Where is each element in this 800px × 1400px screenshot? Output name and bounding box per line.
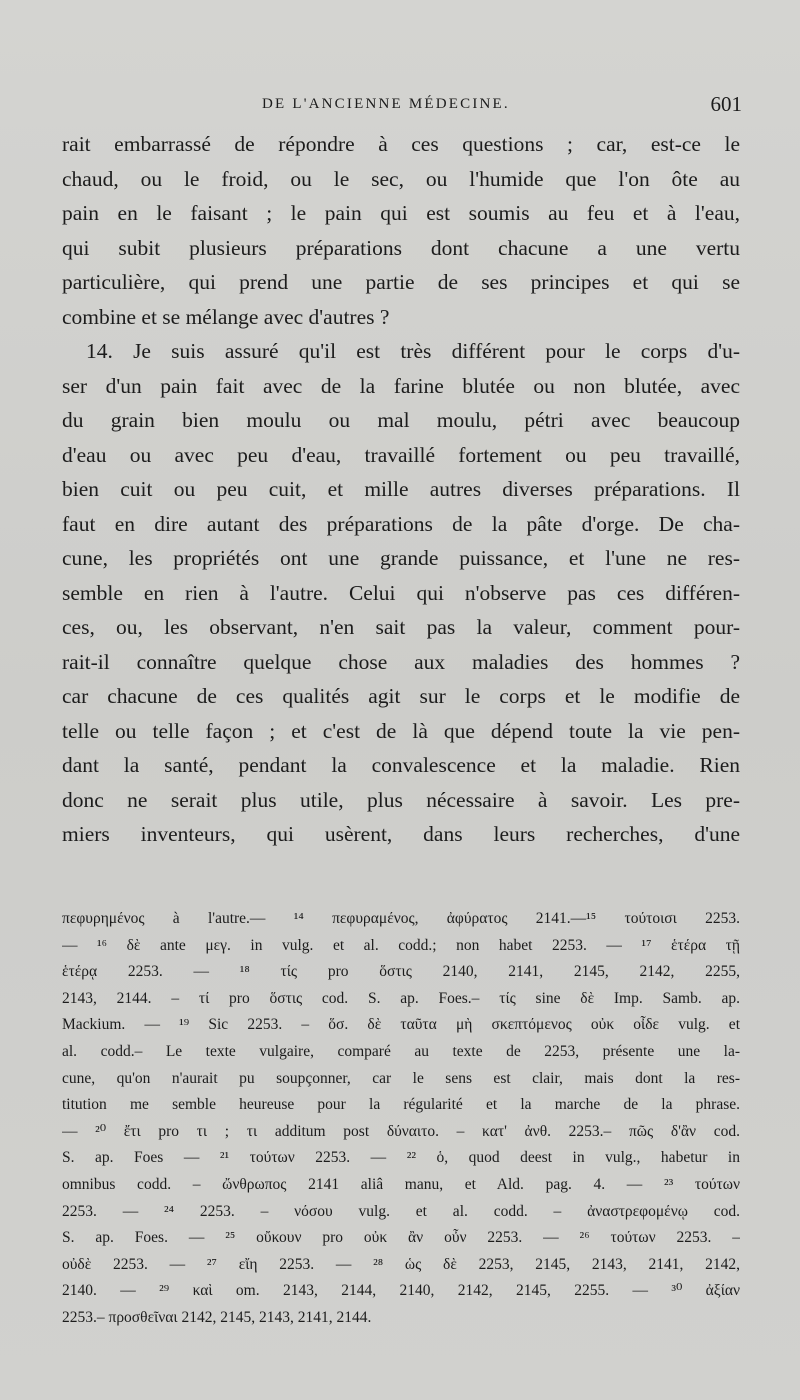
footnote-line: 2140. — ²⁹ καὶ om. 2143, 2144, 2140, 2142, 2145, 2255. — ³⁰ ἀξίαν [62,1282,740,1300]
text-line: particulière, qui prend une partie de ses principes et qui se [62,270,740,294]
text-line: dant la santé, pendant la convalescence et la maladie. Rien [62,753,740,777]
text-line: ces, ou, les observant, n'en sait pas la valeur, comment pour- [62,615,740,639]
text-line: semble en rien à l'autre. Celui qui n'observe pas ces différen- [62,580,740,605]
text-line: pain en le faisant ; le pain qui est soumis au feu et à l'eau, [62,201,740,225]
footnote-line: 2253. — ²⁴ 2253. – νόσου vulg. et al. codd. – ἀναστρεφομένῳ cod. [62,1202,740,1220]
text-line: 14. Je suis assuré qu'il est très différent pour le corps d'u- [86,339,740,363]
text-line: rait-il connaître quelque chose aux maladies des hommes ? [62,649,740,674]
text-line: qui subit plusieurs préparations dont chacune a une vertu [62,235,740,260]
text-line: combine et se mélange avec d'autres ? [62,304,390,329]
footnote-line: 2143, 2144. – τί pro ὅστις cod. S. ap. Foes.– τίς sine δὲ Imp. Samb. ap. [62,989,740,1007]
footnote-line: S. ap. Foes — ²¹ τούτων 2253. — ²² ὁ, quod deest in vulg., habetur in [62,1149,740,1167]
text-line: ser d'un pain fait avec de la farine blutée ou non blutée, avec [62,373,740,398]
text-line: car chacune de ces qualités agit sur le corps et le modifie de [62,684,740,708]
running-title: DE L'ANCIENNE MÉDECINE. [262,96,510,112]
footnote-line: titution me semble heureuse pour la régularité et la marche de la phrase. [62,1096,740,1114]
footnote-line: πεφυρημένος à l'autre.— ¹⁴ πεφυραμένος, ἀφύρατος 2141.—¹⁵ τούτοισι 2253. [62,910,740,927]
text-line: bien cuit ou peu cuit, et mille autres diverses préparations. Il [62,477,740,501]
page-header [62,92,742,124]
text-line: chaud, ou le froid, ou le sec, ou l'humide que l'on ôte au [62,166,740,191]
footnote-line: οὐδὲ 2253. — ²⁷ εἴη 2253. — ²⁸ ὡς δὲ 2253, 2145, 2143, 2141, 2142, [62,1255,740,1273]
text-line: d'eau ou avec peu d'eau, travaillé fortement ou peu travaillé, [62,442,740,467]
footnote-line: S. ap. Foes. — ²⁵ οὔκουν pro οὐκ ἂν οὖν 2253. — ²⁶ τούτων 2253. – [62,1229,740,1247]
footnotes [62,906,740,1332]
text-line: miers inventeurs, qui usèrent, dans leurs recherches, d'une [62,822,740,846]
footnote-line: — ²⁰ ἔτι pro τι ; τι additum post δύναιτο. – κατ' ἀνθ. 2253.– πῶς δ'ἂν cod. [62,1122,740,1140]
text-line: cune, les propriétés ont une grande puissance, et l'une ne res- [62,546,740,570]
footnote-line: 2253.– προσθεῖναι 2142, 2145, 2143, 2141, 2144. [62,1308,372,1326]
main-text [62,127,740,852]
text-line: donc ne serait plus utile, plus nécessaire à savoir. Les pre- [62,787,740,812]
footnote-line: ἑτέρᾳ 2253. — ¹⁸ τίς pro ὅστις 2140, 2141, 2145, 2142, 2255, [62,963,740,981]
footnote-line: cune, qu'on n'aurait pu soupçonner, car le sens est clair, mais dont la res- [62,1069,740,1087]
footnote-line: omnibus codd. – ὤνθρωπος 2141 aliâ manu, et Ald. pag. 4. — ²³ τούτων [62,1175,740,1193]
footnote-line: — ¹⁶ δὲ ante μεγ. in vulg. et al. codd.; non habet 2253. — ¹⁷ ἑτέρα τῇ [62,936,740,954]
footnote-line: Mackium. — ¹⁹ Sic 2253. – ὅσ. δὲ ταῦτα μὴ σκεπτόμενος οὐκ οἶδε vulg. et [62,1016,740,1034]
text-line: rait embarrassé de répondre à ces questions ; car, est-ce le [62,132,740,156]
text-line: telle ou telle façon ; et c'est de là que dépend toute la vie pen- [62,718,740,743]
text-line: faut en dire autant des préparations de la pâte d'orge. De cha- [62,511,740,536]
footnote-line: al. codd.– Le texte vulgaire, comparé au texte de 2253, présente une la- [62,1042,740,1060]
text-line: du grain bien moulu ou mal moulu, pétri avec beaucoup [62,408,740,432]
page-number: 601 [710,92,742,116]
